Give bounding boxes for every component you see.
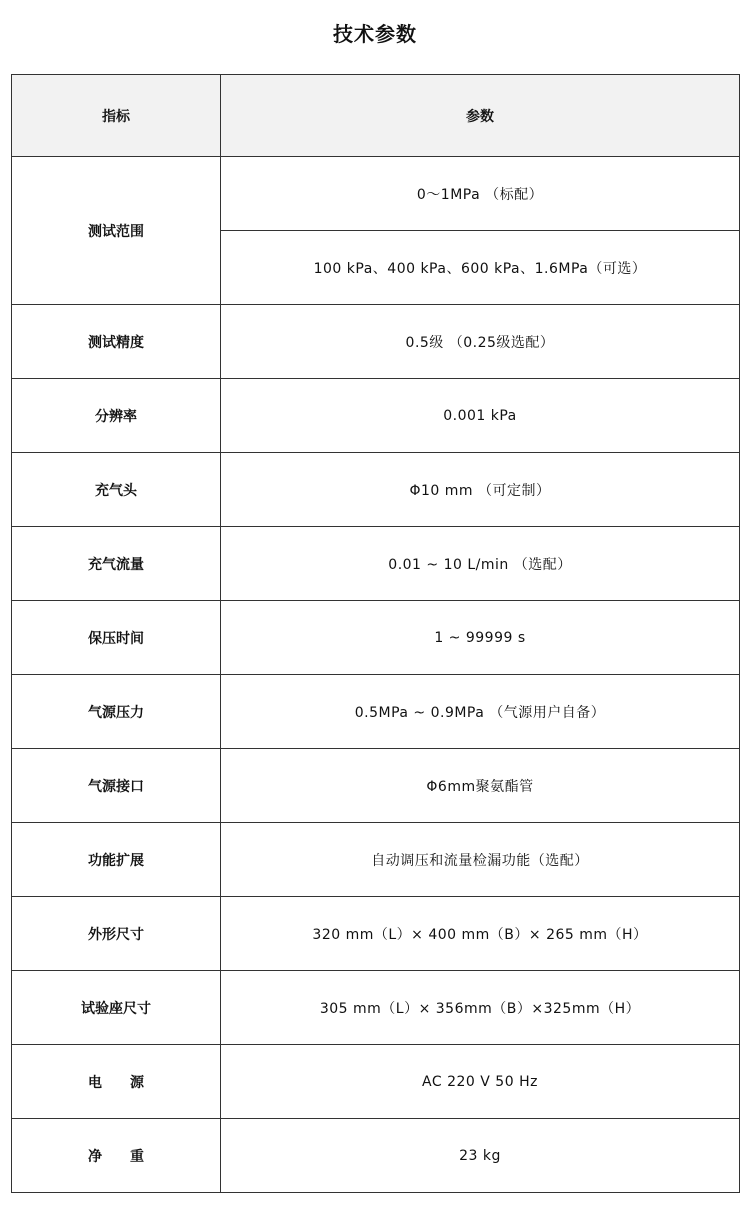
row-value: 100 kPa、400 kPa、600 kPa、1.6MPa（可选） xyxy=(221,231,740,305)
table-header-row xyxy=(12,75,740,157)
row-value: 1 ~ 99999 s xyxy=(221,601,740,675)
row-value: 0.01 ~ 10 L/min （选配） xyxy=(221,527,740,601)
row-label: 充气头 xyxy=(12,453,221,527)
table-row xyxy=(12,157,740,231)
row-label: 电 源 xyxy=(12,1045,221,1119)
spec-table xyxy=(11,74,740,1193)
table-row xyxy=(12,601,740,675)
table-row xyxy=(12,897,740,971)
spec-table-body xyxy=(12,75,740,1193)
row-value: 自动调压和流量检漏功能（选配） xyxy=(221,823,740,897)
row-value: 0～1MPa （标配） xyxy=(221,157,740,231)
row-label: 功能扩展 xyxy=(12,823,221,897)
header-parameter: 参数 xyxy=(221,75,740,157)
table-row xyxy=(12,453,740,527)
table-row xyxy=(12,305,740,379)
row-value: 0.5级 （0.25级选配） xyxy=(221,305,740,379)
table-row xyxy=(12,1119,740,1193)
row-value: 320 mm（L）× 400 mm（B）× 265 mm（H） xyxy=(221,897,740,971)
row-value: Φ10 mm （可定制） xyxy=(221,453,740,527)
table-row xyxy=(12,971,740,1045)
row-value: 23 kg xyxy=(221,1119,740,1193)
row-label: 气源压力 xyxy=(12,675,221,749)
row-value: Φ6mm聚氨酯管 xyxy=(221,749,740,823)
row-label: 净 重 xyxy=(12,1119,221,1193)
row-label: 试验座尺寸 xyxy=(12,971,221,1045)
row-value: AC 220 V 50 Hz xyxy=(221,1045,740,1119)
row-value: 0.001 kPa xyxy=(221,379,740,453)
table-row xyxy=(12,379,740,453)
header-indicator: 指标 xyxy=(12,75,221,157)
row-value: 305 mm（L）× 356mm（B）×325mm（H） xyxy=(221,971,740,1045)
row-value: 0.5MPa ~ 0.9MPa （气源用户自备） xyxy=(221,675,740,749)
page-title: 技术参数 xyxy=(333,22,417,46)
row-label: 测试范围 xyxy=(12,157,221,305)
row-label: 充气流量 xyxy=(12,527,221,601)
row-label: 气源接口 xyxy=(12,749,221,823)
row-label: 测试精度 xyxy=(12,305,221,379)
table-row xyxy=(12,527,740,601)
table-row xyxy=(12,675,740,749)
row-label: 保压时间 xyxy=(12,601,221,675)
table-row xyxy=(12,1045,740,1119)
row-label: 分辨率 xyxy=(12,379,221,453)
row-label: 外形尺寸 xyxy=(12,897,221,971)
table-row xyxy=(12,749,740,823)
table-row xyxy=(12,823,740,897)
